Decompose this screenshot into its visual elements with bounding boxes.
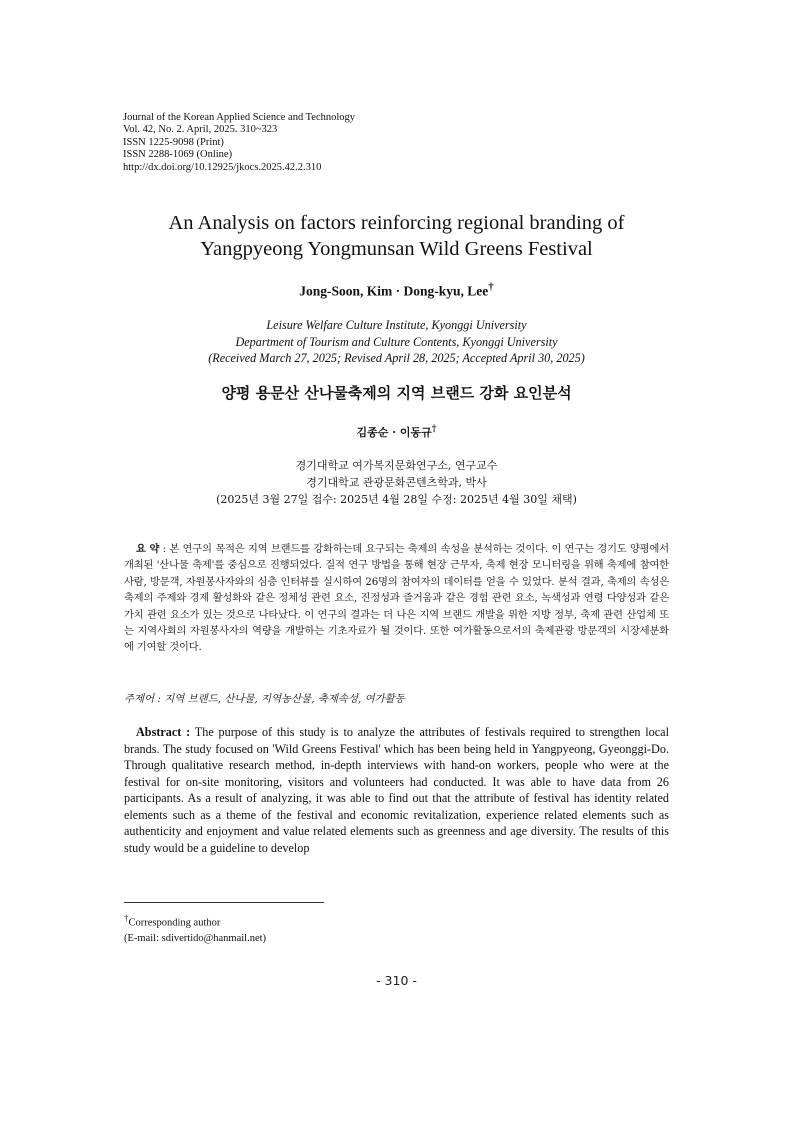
footnote-email: (E-mail: sdivertido@hanmail.net) (124, 932, 267, 944)
issn-online: ISSN 2288-1069 (Online) (123, 149, 233, 161)
korean-abstract (124, 541, 669, 657)
english-abstract-label: Abstract : (136, 725, 191, 739)
korean-title: 양평 용문산 산나물축제의 지역 브랜드 강화 요인분석 (221, 384, 572, 402)
korean-keywords: 주제어 : 지역 브랜드, 산나물, 지역농산물, 축제속성, 여가활동 (124, 693, 405, 705)
korean-submission-dates: (2025년 3월 27일 접수: 2025년 4월 28일 수정: 2025년 4월 30일 채택) (216, 493, 577, 506)
korean-author-list (0, 424, 793, 440)
paper-title-line-2: Yangpyeong Yongmunsan Wild Greens Festival (200, 238, 593, 260)
footnote-divider (124, 902, 324, 903)
paper-title (0, 210, 793, 262)
author-names: Jong-Soon, Kim · Dong-kyu, Lee (299, 283, 489, 299)
korean-corresponding-mark: † (431, 424, 437, 435)
journal-name: Journal of the Korean Applied Science and Technology (123, 112, 356, 123)
korean-abstract-label: 요 약 (136, 543, 160, 555)
footnote (124, 911, 266, 946)
footnote-label: Corresponding author (128, 917, 221, 929)
affiliation-1: Leisure Welfare Culture Institute, Kyonggi University (266, 318, 527, 332)
korean-affiliation-1: 경기대학교 여가복지문화연구소, 연구교수 (295, 459, 498, 472)
issn-print: ISSN 1225-9098 (Print) (123, 136, 224, 148)
footnote-corresponding (124, 911, 266, 931)
submission-dates: (Received March 27, 2025; Revised April 28, 2025; Accepted April 30, 2025) (208, 351, 585, 365)
author-list (0, 281, 793, 300)
page-number: - 310 - (376, 973, 417, 988)
journal-info (123, 112, 355, 174)
corresponding-mark: † (488, 281, 494, 293)
korean-affiliation-2: 경기대학교 관광문화콘텐츠학과, 박사 (306, 476, 487, 489)
paper-title-line-1: An Analysis on factors reinforcing regional branding of (168, 212, 625, 234)
korean-author-names: 김종순 · 이동규 (356, 426, 432, 439)
footnote-mark: † (124, 913, 129, 923)
english-abstract-text: The purpose of this study is to analyze the attributes of festivals required to strengthen local brands. The study focused on 'Wild Greens Festival' which has been being held in Yangpyeong, Gyeonggi-Do. Through qualitative research method, in-depth interviews with hand-on workers, people who were at the festival for on-site monitoring, visitors and volunteers had conducted. It was able to have data from 26 participants. As a result of analyzing, it was able to find out that the attribute of festival has identity related elements such as a theme of the festival and economic revitalization, experience related elements such as authenticity and enjoyment and value related elements such as greenness and age diversity. The results of this study would be a guideline to develop (124, 725, 669, 855)
korean-abstract-text: : 본 연구의 목적은 지역 브랜드를 강화하는데 요구되는 축제의 속성을 분석하는 것이다. 이 연구는 경기도 양평에서 개최된 '산나물 축제'를 중심으로 진행되었다. 질적 연구 방법을 통해 현장 근무자, 축제 현장 모니터링을 위해 축제에 참여한 사람, 방문객, 자원봉사자와의 심층 인터뷰를 실시하여 26명의 참여자의 데이터를 얻을 수 있었다. 분석 결과, 축제의 속성은 축제의 주제와 경제 활성화와 같은 정체성 관련 요소, 진정성과 즐거움과 같은 경험 관련 요소, 녹색성과 연령 다양성과 같은 가치 관련 요소가 있는 것으로 나타났다. 이 연구의 결과는 더 나은 지역 브랜드 개발을 위한 지방 정부, 축제 관련 산업체 또는 지역사회의 자원봉사자의 역량을 개발하는 기초자료가 될 것이다. 또한 여가활동으로서의 축제관광 방문객의 시장세분화에 기여할 것이다. (124, 544, 669, 654)
affiliation-2: Department of Tourism and Culture Contents, Kyonggi University (235, 334, 558, 349)
journal-volume: Vol. 42, No. 2. April, 2025. 310~323 (123, 124, 278, 136)
english-abstract (124, 724, 669, 856)
korean-affiliations (0, 457, 793, 508)
affiliations (0, 317, 793, 367)
doi-link[interactable]: http://dx.doi.org/10.12925/jkocs.2025.42.2.310 (123, 161, 322, 173)
